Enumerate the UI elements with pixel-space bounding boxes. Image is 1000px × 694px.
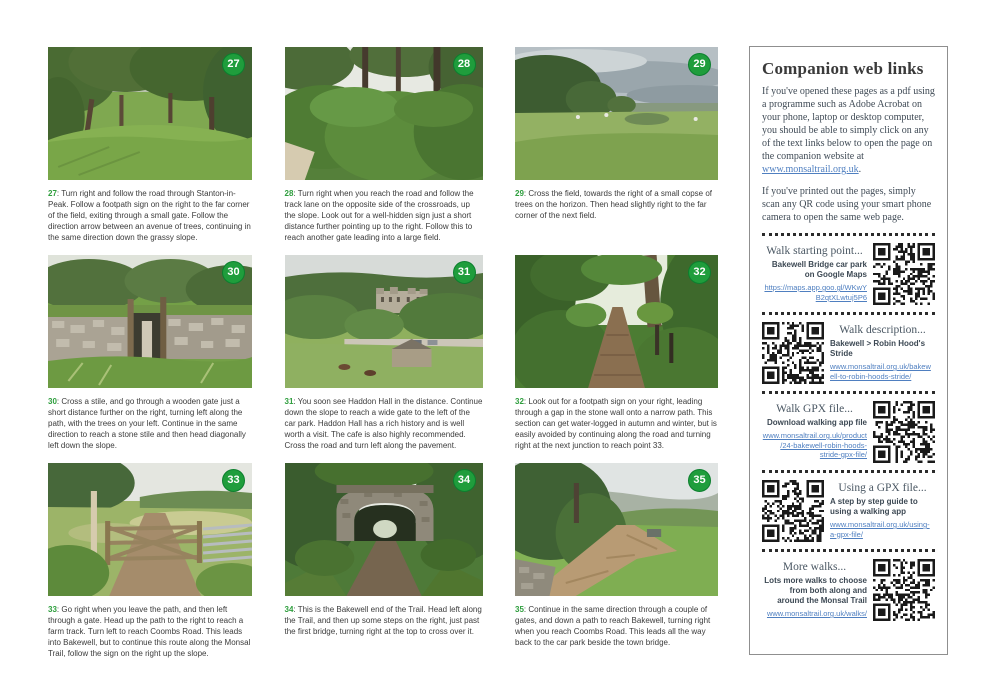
intro-paragraph-pdf: If you've opened these pages as a pdf using a programme such as Adobe Acrobat on your phone, laptop or desktop computer, you should be able to simply click on any of the text links below to open the page on the companion website at www.monsaltrail.org.uk.	[762, 86, 935, 175]
step-caption: 28: Turn right when you reach the road and follow the track lane on the opposite side of the crossroads, up the slope. Look out for a well-hidden sign just a short distance further pointing up to the right. Follow this to reach another gate leading into a large field.	[284, 189, 474, 242]
section-body: Download walking app file	[766, 418, 867, 427]
companion-links-panel	[749, 46, 948, 655]
qr-code-walk-gpx-file	[873, 401, 935, 463]
section-more-walks	[762, 559, 935, 621]
photo-31	[285, 255, 483, 388]
walk-step-29	[515, 47, 718, 243]
section-heading: Walk starting point...	[766, 245, 863, 257]
step-caption: 29: Cross the field, towards the right of a small copse of trees on the horizon. Then head slightly right to the far corner of the next field.	[515, 189, 713, 220]
step-caption: 33: Go right when you leave the path, and then left through a gate. Head up the path to the right to reach a farm track. Turn left to reach Coombs Road. This leads into Bakewell, but to continue this route along the Monsal Trail, follow the sign on the right up the slope.	[48, 605, 251, 658]
walk-step-33	[48, 463, 252, 659]
photo-29	[515, 47, 718, 180]
qr-code-walk-starting-point	[873, 243, 935, 305]
step-number-badge: 32	[688, 261, 711, 284]
section-body: Lots more walks to choose from both along and around the Monsal Trail	[764, 576, 867, 605]
step-caption: 35: Continue in the same direction through a couple of gates, and down a path to reach Bakewell, turning right when you reach Coombs Road. This leads all the way back to the car park beside the town bridge.	[515, 605, 711, 647]
dotted-divider	[762, 470, 935, 473]
dotted-divider	[762, 391, 935, 394]
step-number-badge: 33	[222, 469, 245, 492]
walk-step-34	[285, 463, 483, 659]
section-heading: Using a GPX file...	[838, 482, 927, 494]
qr-code-walk-description	[762, 322, 824, 384]
step-number-badge: 30	[222, 261, 245, 284]
section-heading: Walk description...	[839, 324, 926, 336]
more-walks-link[interactable]: www.monsaltrail.org.uk/walks/	[766, 609, 867, 618]
step-caption: 30: Cross a stile, and go through a wooden gate just a short distance further on the right, turning left along the path, with the trees on your left. Continue in the same direction to reach a stone stile and then head diagonally left down the slope.	[48, 397, 246, 450]
section-walk-starting-point	[762, 243, 935, 305]
step-caption: 34: This is the Bakewell end of the Trail. Head left along the Trail, and then up some steps on the right, just past the first bridge, turning right at the top to cross over it.	[284, 605, 482, 636]
walk-gpx-file-link[interactable]: www.monsaltrail.org.uk/product/24-bakewell-robin-hoods-stride-gpx-file/	[762, 431, 867, 459]
qr-code-using-gpx-file	[762, 480, 824, 542]
walk-step-28	[285, 47, 483, 243]
walk-starting-point-link[interactable]: https://maps.app.goo.gl/WKwYB2qtXLwtuj5P6	[764, 283, 867, 302]
step-number-badge: 34	[453, 469, 476, 492]
step-number-badge: 29	[688, 53, 711, 76]
walk-description-link[interactable]: www.monsaltrail.org.uk/bakewell-to-robin-hoods-stride/	[830, 362, 931, 381]
walk-steps-grid	[48, 47, 718, 659]
section-body: A step by step guide to using a walking app	[830, 497, 918, 516]
photo-34	[285, 463, 483, 596]
step-caption: 32: Look out for a footpath sign on your right, leading through a gap in the stone wall onto a narrow path. This section can get water-logged in autumn and winter, but is easily avoided by continuing along the road and turning right at the next junction to reach point 33.	[515, 397, 717, 450]
dotted-divider	[762, 312, 935, 315]
section-body: Bakewell > Robin Hood's Stride	[830, 339, 926, 358]
walk-step-32	[515, 255, 718, 451]
photo-30	[48, 255, 252, 388]
photo-27	[48, 47, 252, 180]
using-gpx-file-link[interactable]: www.monsaltrail.org.uk/using-a-gpx-file/	[830, 520, 930, 539]
photo-35	[515, 463, 718, 596]
step-number-badge: 27	[222, 53, 245, 76]
section-using-gpx-file	[762, 480, 935, 542]
dotted-divider	[762, 549, 935, 552]
walk-step-31	[285, 255, 483, 451]
section-heading: Walk GPX file...	[776, 403, 853, 415]
step-number-badge: 31	[453, 261, 476, 284]
section-body: Bakewell Bridge car park on Google Maps	[771, 260, 867, 279]
companion-links-title: Companion web links	[762, 59, 924, 78]
walk-step-27	[48, 47, 252, 243]
qr-code-more-walks	[873, 559, 935, 621]
walk-step-35	[515, 463, 718, 659]
photo-28	[285, 47, 483, 180]
section-walk-gpx-file	[762, 401, 935, 463]
section-walk-description	[762, 322, 935, 384]
step-number-badge: 28	[453, 53, 476, 76]
photo-32	[515, 255, 718, 388]
step-caption: 31: You soon see Haddon Hall in the distance. Continue down the slope to reach a wide gate to the left of the car park. Haddon Hall has a rich history and is well worth a visit. The cafe is also highly recommended. Cross the road and turn left along the pavement.	[284, 397, 483, 450]
section-heading: More walks...	[782, 561, 847, 573]
photo-33	[48, 463, 252, 596]
dotted-divider	[762, 233, 935, 236]
walk-step-30	[48, 255, 252, 451]
step-number-badge: 35	[688, 469, 711, 492]
monsaltrail-home-link[interactable]: www.monsaltrail.org.uk	[762, 164, 859, 175]
intro-paragraph-qr: If you've printed out the pages, simply scan any QR code using your smart phone camera to open the same web page.	[762, 186, 932, 223]
step-caption: 27: Turn right and follow the road through Stanton-in-Peak. Follow a footpath sign on the right to the far corner of the field, exiting through a small gate. Follow the direction arrow between an avenue of trees, continuing in the same direction down the grassy slope.	[48, 189, 251, 242]
